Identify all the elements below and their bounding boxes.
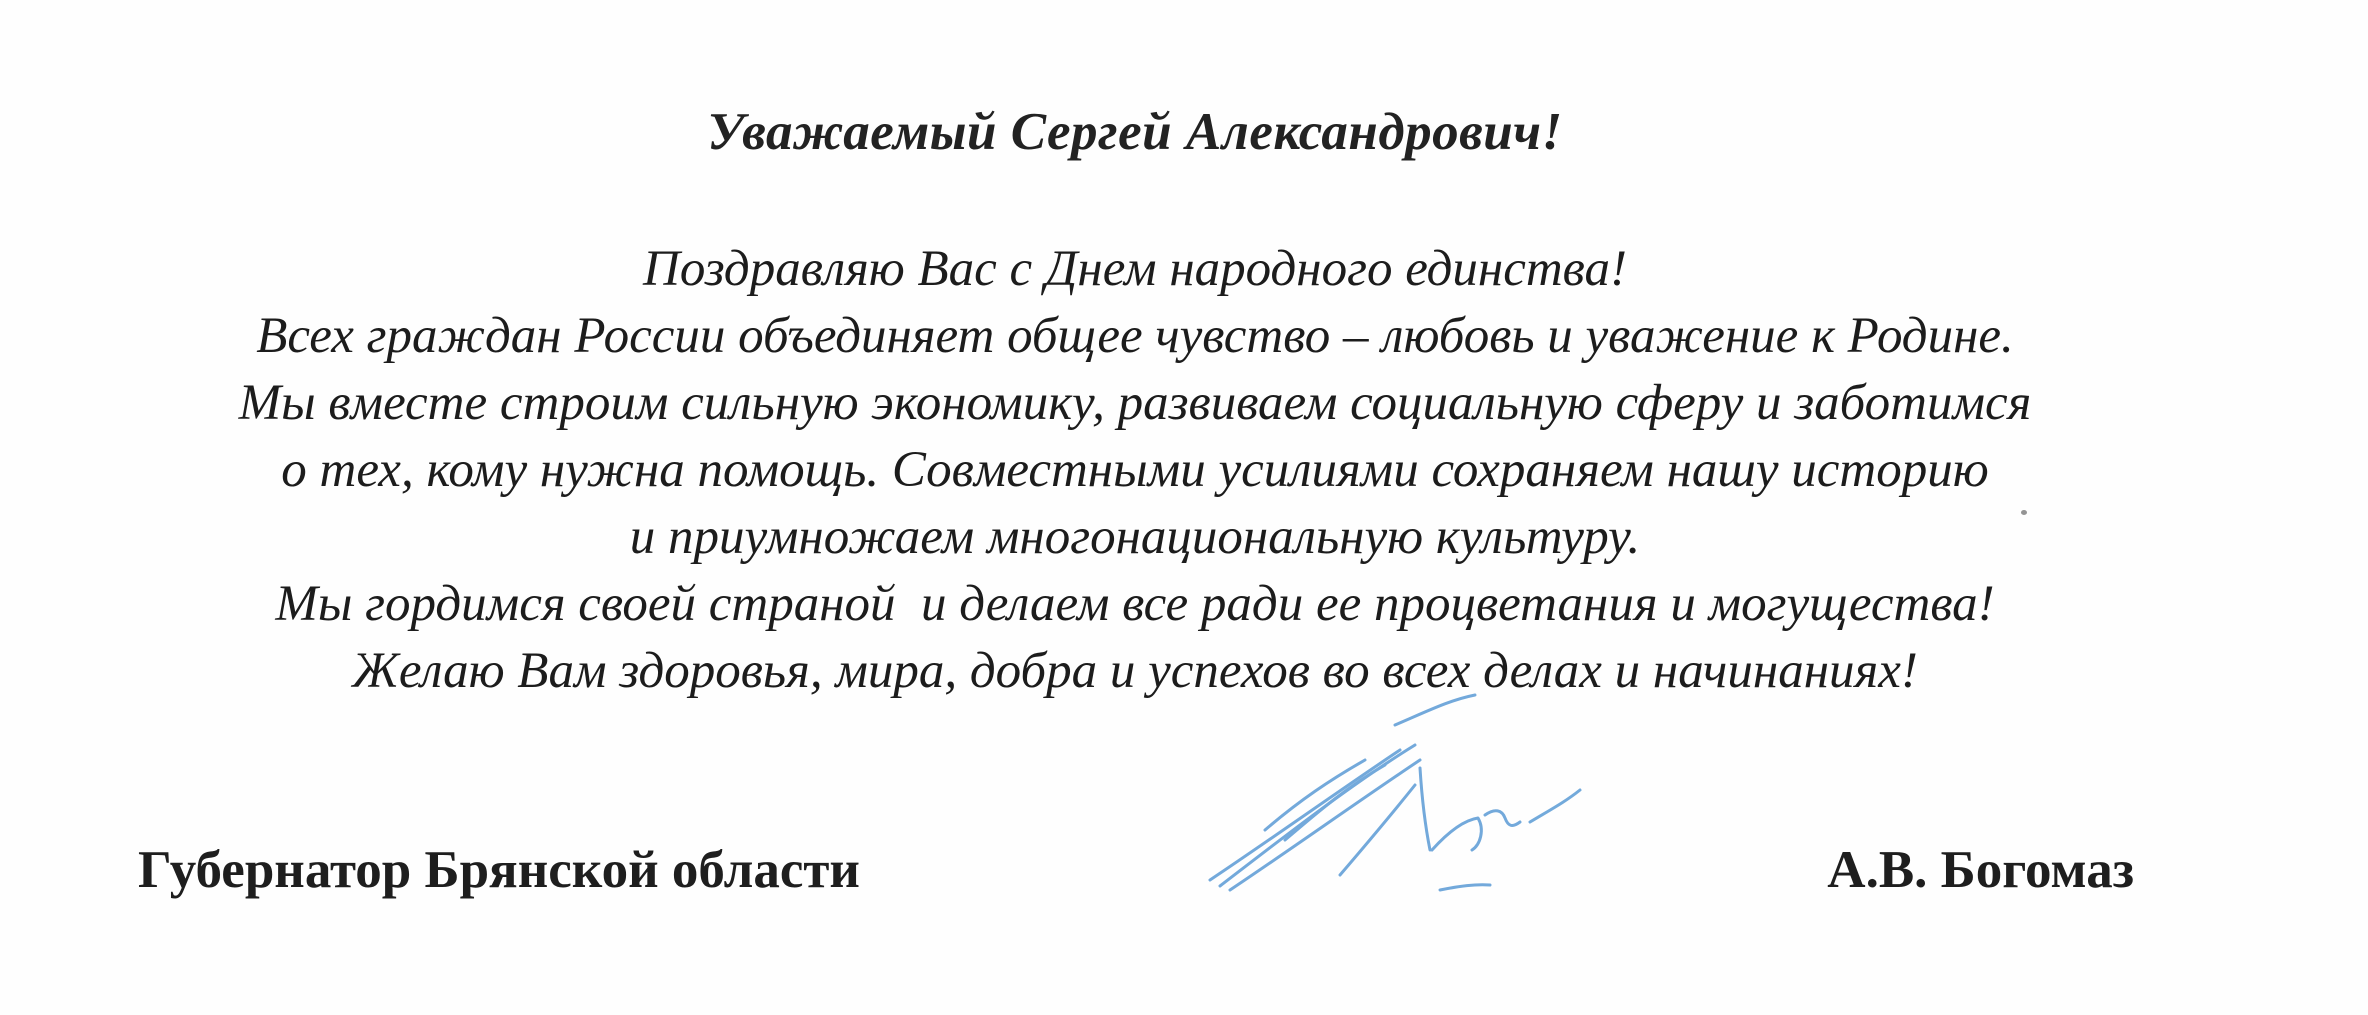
signatory-name: А.В. Богомаз — [1827, 841, 2134, 899]
body-line: Всех граждан России объединяет общее чувство – любовь и уважение к Родине. — [256, 308, 2014, 364]
body-line: Мы гордимся своей страной и делаем все ради ее процветания и могущества! — [275, 576, 1995, 632]
body-line: Желаю Вам здоровья, мира, добра и успехов во всех делах и начинаниях! — [352, 643, 1918, 699]
body-line: о тех, кому нужна помощь. Совместными усилиями сохраняем нашу историю — [281, 442, 1989, 498]
signatory-title: Губернатор Брянской области — [138, 841, 860, 899]
body-line: Мы вместе строим сильную экономику, развиваем социальную сферу и заботимся — [238, 375, 2032, 431]
paper-speck — [2021, 510, 2027, 515]
body-line: и приумножаем многонациональную культуру. — [629, 509, 1641, 565]
letter-body — [60, 236, 2210, 705]
handwritten-signature — [1190, 690, 1590, 910]
letter-greeting: Уважаемый Сергей Александрович! — [707, 103, 1563, 161]
body-line: Поздравляю Вас с Днем народного единства! — [643, 241, 1627, 297]
